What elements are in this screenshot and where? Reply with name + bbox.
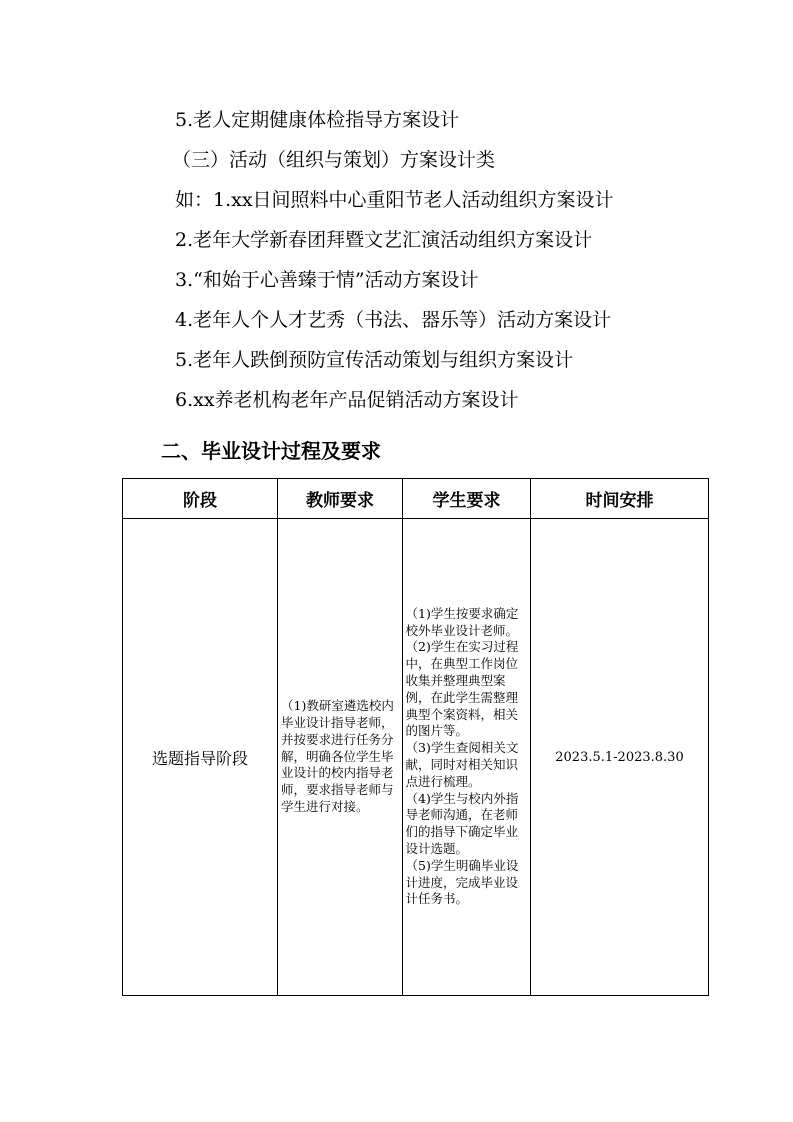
process-table xyxy=(122,478,709,996)
text-line-2: （三）活动（组织与策划）方案设计类 xyxy=(172,149,496,171)
text-line-5: 3.“和始于心善臻于情”活动方案设计 xyxy=(175,269,479,291)
text-line-3: 如：1.xx日间照料中心重阳节老人活动组织方案设计 xyxy=(175,189,614,211)
cell-teacher-requirements xyxy=(278,519,403,996)
header-student-requirements: 学生要求 xyxy=(403,479,531,519)
student-requirement-item: （5)学生明确毕业设计进度，完成毕业设计任务书。 xyxy=(405,857,519,907)
student-requirement-item: （2)学生在实习过程中，在典型工作岗位收集并整理典型案例，在此学生需整理典型个案资料，相关的图片等。 xyxy=(405,639,519,739)
teacher-requirements-text: （1)教研室遴选校内毕业设计指导老师，并按要求进行任务分解，明确各位学生毕业设计的校内指导老师，要求指导老师与学生进行对接。 xyxy=(281,698,394,814)
header-teacher-requirements: 教师要求 xyxy=(278,479,403,519)
student-requirement-item: （3)学生查阅相关文献，同时对相关知识点进行梳理。 xyxy=(405,740,519,789)
section-heading: 二、毕业设计过程及要求 xyxy=(161,439,381,463)
cell-student-requirements xyxy=(403,519,531,996)
student-requirement-item: （4)学生与校内外指导老师沟通，在老师们的指导下确定毕业设计选题。 xyxy=(405,790,519,856)
table-row xyxy=(123,519,709,996)
student-requirements-list xyxy=(406,606,528,908)
text-line-8: 6.xx养老机构老年产品促销活动方案设计 xyxy=(175,389,519,411)
table-header-row xyxy=(123,479,709,519)
cell-schedule: 2023.5.1-2023.8.30 xyxy=(531,519,709,996)
text-line-4: 2.老年大学新春团拜暨文艺汇演活动组织方案设计 xyxy=(175,229,593,251)
cell-stage: 选题指导阶段 xyxy=(123,519,278,996)
text-line-7: 5.老年人跌倒预防宣传活动策划与组织方案设计 xyxy=(175,349,574,371)
header-schedule: 时间安排 xyxy=(531,479,709,519)
text-line-6: 4.老年人个人才艺秀（书法、器乐等）活动方案设计 xyxy=(175,309,612,331)
text-line-1: 5.老人定期健康体检指导方案设计 xyxy=(175,109,460,131)
student-requirement-item: （1)学生按要求确定校外毕业设计老师。 xyxy=(405,605,519,638)
header-stage: 阶段 xyxy=(123,479,278,519)
